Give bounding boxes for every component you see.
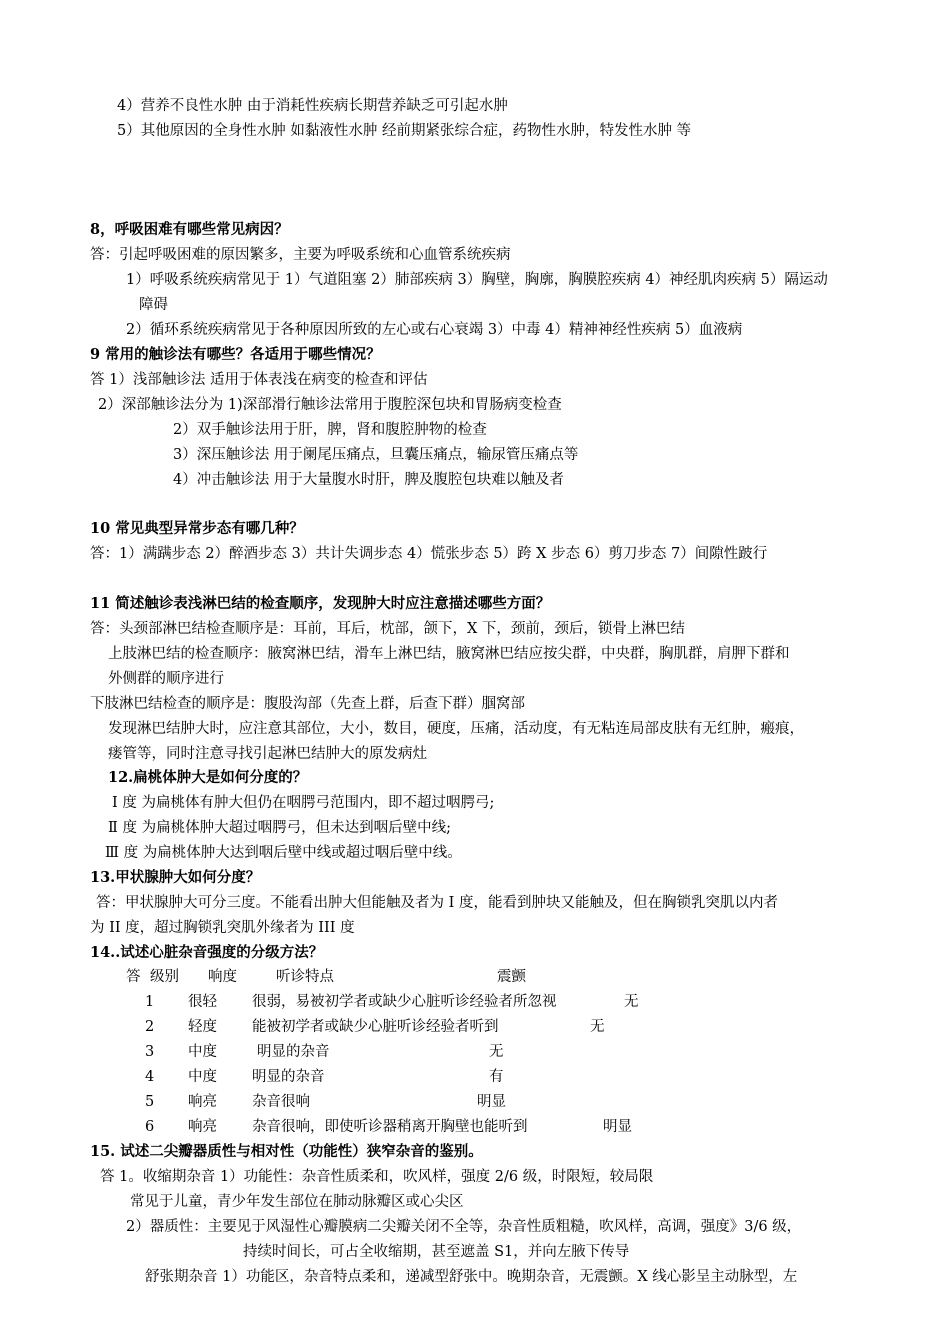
text-line: 瘘管等，同时注意寻找引起淋巴结肿大的原发病灶: [108, 746, 427, 762]
thrill-cell: 无: [489, 1044, 504, 1060]
feature-cell: 杂音很响: [252, 1094, 310, 1110]
feature-cell: 明显的杂音: [252, 1069, 325, 1085]
table-header: 震颤: [497, 969, 526, 985]
text-line: 3）深压触诊法 用于阑尾压痛点，旦囊压痛点，输尿管压痛点等: [173, 447, 579, 463]
text-line: 下肢淋巴结检查的顺序是：腹股沟部（先查上群，后查下群）腘窝部: [90, 696, 525, 712]
loudness-cell: 轻度: [188, 1019, 217, 1035]
text-line: 障碍: [139, 297, 168, 313]
feature-cell: 能被初学者或缺少心脏听诊经验者听到: [252, 1019, 499, 1035]
question-heading: 11 简述触诊表浅淋巴结的检查顺序，发现肿大时应注意描述哪些方面？: [90, 595, 551, 612]
text-line: 答：引起呼吸困难的原因繁多，主要为呼吸系统和心血管系统疾病: [90, 247, 511, 263]
text-line: 答 1）浅部触诊法 适用于体表浅在病变的检查和评估: [90, 372, 428, 388]
table-header: 听诊特点: [276, 969, 334, 985]
feature-cell: 明显的杂音: [257, 1044, 330, 1060]
text-line: 外侧群的顺序进行: [108, 671, 224, 687]
thrill-cell: 无: [624, 994, 639, 1010]
text-line: 答 1。收缩期杂音 1）功能性：杂音性质柔和，吹风样，强度 2/6 级，时限短，较局限: [100, 1169, 654, 1185]
question-heading: 14..试述心脏杂音强度的分级方法？: [90, 944, 324, 961]
text-line: 答：1）满蹒步态 2）醉酒步态 3）共计失调步态 4）慌张步态 5）跨 X 步态 6）剪刀步态 7）间隙性跛行: [90, 546, 768, 562]
text-line: 答：甲状腺肿大可分三度。不能看出肿大但能触及者为 I 度，能看到肿块又能触及，但在胸锁乳突肌以内者: [96, 895, 778, 911]
loudness-cell: 响亮: [188, 1119, 217, 1135]
text-line: 2）器质性：主要见于风湿性心瓣膜病二尖瓣关闭不全等，杂音性质粗糙，吹风样，高调，强度》3/6 级，: [126, 1219, 802, 1235]
grade-cell: 5: [145, 1094, 155, 1110]
text-line: 舒张期杂音 1）功能区，杂音特点柔和，递减型舒张中。晚期杂音，无震颤。X 线心影呈主动脉型，左: [145, 1269, 798, 1285]
text-line: 4）冲击触诊法 用于大量腹水时肝，脾及腹腔包块难以触及者: [173, 472, 564, 488]
text-line: 2）深部触诊法分为 1)深部滑行触诊法常用于腹腔深包块和胃肠病变检查: [98, 397, 562, 413]
text-line: 常见于儿童，青少年发生部位在肺动脉瓣区或心尖区: [130, 1194, 464, 1210]
loudness-cell: 响亮: [188, 1094, 217, 1110]
feature-cell: 杂音很响，即使听诊器稍离开胸壁也能听到: [252, 1119, 528, 1135]
text-line: Ⅱ 度 为扁桃体肿大超过咽腭弓，但未达到咽后壁中线;: [108, 820, 451, 836]
text-line: 持续时间长，可占全收缩期，甚至遮盖 S1，并向左腋下传导: [243, 1244, 630, 1260]
grade-cell: 4: [145, 1069, 155, 1085]
text-line: 上肢淋巴结的检查顺序：腋窝淋巴结，滑车上淋巴结，腋窝淋巴结应按尖群，中央群，胸肌群，肩胛下群和: [108, 646, 790, 662]
text-line: 为 II 度，超过胸锁乳突肌外缘者为 III 度: [90, 920, 355, 936]
loudness-cell: 很轻: [188, 994, 217, 1010]
text-line: Ⅲ 度 为扁桃体肿大达到咽后壁中线或超过咽后壁中线。: [105, 845, 462, 861]
question-heading: 8，呼吸困难有哪些常见病因？: [90, 221, 289, 238]
grade-cell: 2: [145, 1019, 155, 1035]
text-line: 2）双手触诊法用于肝，脾，肾和腹腔肿物的检查: [173, 422, 487, 438]
table-prefix: 答: [126, 969, 141, 985]
table-header: 响度: [208, 969, 237, 985]
grade-cell: 3: [145, 1044, 155, 1060]
thrill-cell: 无: [590, 1019, 605, 1035]
text-line: 1）呼吸系统疾病常见于 1）气道阻塞 2）肺部疾病 3）胸壁，胸廓，胸膜腔疾病 4）神经肌肉疾病 5）隔运动: [126, 272, 828, 288]
feature-cell: 很弱，易被初学者或缺少心脏听诊经验者所忽视: [252, 994, 557, 1010]
thrill-cell: 有: [489, 1069, 504, 1085]
loudness-cell: 中度: [188, 1069, 217, 1085]
question-heading: 13.甲状腺肿大如何分度？: [90, 869, 261, 886]
text-line: 2）循环系统疾病常见于各种原因所致的左心或右心衰竭 3）中毒 4）精神神经性疾病 5）血液病: [126, 322, 743, 338]
text-line: 5）其他原因的全身性水肿 如黏液性水肿 经前期紧张综合症，药物性水肿，特发性水肿 等: [117, 123, 692, 139]
grade-cell: 1: [145, 994, 155, 1010]
loudness-cell: 中度: [188, 1044, 217, 1060]
text-line: Ⅰ 度 为扁桃体有肿大但仍在咽腭弓范围内，即不超过咽腭弓;: [112, 795, 495, 811]
text-line: 4）营养不良性水肿 由于消耗性疾病长期营养缺乏可引起水肿: [117, 98, 508, 114]
table-header: 级别: [150, 969, 179, 985]
thrill-cell: 明显: [603, 1119, 632, 1135]
grade-cell: 6: [145, 1119, 155, 1135]
question-heading: 15. 试述二尖瓣器质性与相对性（功能性）狭窄杂音的鉴别。: [90, 1143, 483, 1160]
question-heading: 9 常用的触诊法有哪些？各适用于哪些情况？: [90, 346, 381, 363]
question-heading: 10 常见典型异常步态有哪几种？: [90, 520, 304, 537]
question-heading: 12.扁桃体肿大是如何分度的？: [108, 769, 308, 786]
thrill-cell: 明显: [477, 1094, 506, 1110]
text-line: 答：头颈部淋巴结检查顺序是：耳前，耳后，枕部，颌下，X 下，颈前，颈后，锁骨上淋巴结: [90, 621, 685, 637]
text-line: 发现淋巴结肿大时，应注意其部位，大小，数目，硬度，压痛，活动度，有无粘连局部皮肤有无红肿，瘢痕，: [108, 721, 804, 737]
